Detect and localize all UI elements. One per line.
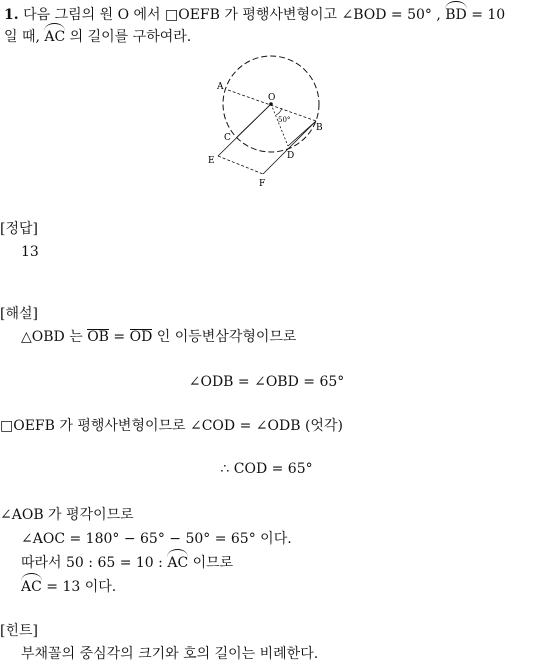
solution-line-4: ∠AOC = 180° − 65° − 50° = 65° 이다. — [21, 531, 292, 547]
line-db — [288, 121, 316, 146]
label-b: B — [316, 123, 323, 133]
hint-heading: [힌트] — [0, 623, 38, 639]
segment-od: OD — [129, 329, 153, 345]
solution-line-6 — [21, 578, 116, 596]
equals-sign: = — [108, 329, 130, 345]
problem-line-2 — [4, 28, 191, 46]
solution-line-3: ∠AOB 가 평각이므로 — [0, 507, 134, 523]
solution-line-5 — [21, 554, 233, 572]
solution-text-5a: 따라서 50 : 65 = 10 : — [21, 555, 168, 571]
circle-figure — [200, 55, 340, 195]
answer-heading: [정답] — [0, 221, 38, 237]
equation-2: ∴ COD = 65° — [220, 461, 313, 477]
arc-ac-3: AC — [21, 579, 42, 595]
label-a: A — [217, 82, 224, 92]
solution-line-2: □OEFB 가 평행사변형이므로 ∠COD = ∠ODB (엇각) — [0, 418, 343, 434]
problem-text-1a: 다음 그림의 원 O 에서 □OEFB 가 평행사변형이고 ∠BOD = 50° , — [23, 7, 446, 23]
line-oe — [218, 104, 271, 156]
label-c: C — [224, 133, 231, 143]
solution-text-5b: 이므로 — [188, 555, 234, 571]
problem-text-2b: 의 길이를 구하여라. — [65, 29, 192, 45]
line-ef — [218, 156, 263, 174]
hint-text: 부채꼴의 중심각의 크기와 호의 길이는 비례한다. — [21, 646, 319, 662]
answer-value: 13 — [21, 244, 39, 260]
arc-bd: BD — [445, 7, 467, 23]
solution-text-6b: = 13 이다. — [41, 579, 117, 595]
line-fb — [263, 121, 316, 174]
equation-1: ∠ODB = ∠OBD = 65° — [188, 374, 345, 390]
label-o: O — [268, 93, 276, 103]
problem-line-1 — [4, 6, 505, 24]
segment-ob: OB — [87, 329, 109, 345]
problem-text-2a: 일 때, — [4, 29, 45, 45]
arc-ac-2: AC — [167, 555, 189, 571]
solution-text-1a: △OBD 는 — [21, 329, 88, 345]
label-e: E — [208, 156, 215, 166]
arc-ac: AC — [44, 29, 66, 45]
solution-text-1b: 인 이등변삼각형이므로 — [152, 329, 297, 345]
label-d: D — [287, 151, 295, 161]
problem-text-1b: = 10 — [466, 7, 506, 23]
solution-heading: [해설] — [0, 306, 38, 322]
solution-line-1 — [21, 328, 296, 346]
problem-number: 1. — [4, 7, 19, 23]
label-f: F — [259, 179, 266, 189]
label-angle: 50° — [278, 116, 291, 124]
